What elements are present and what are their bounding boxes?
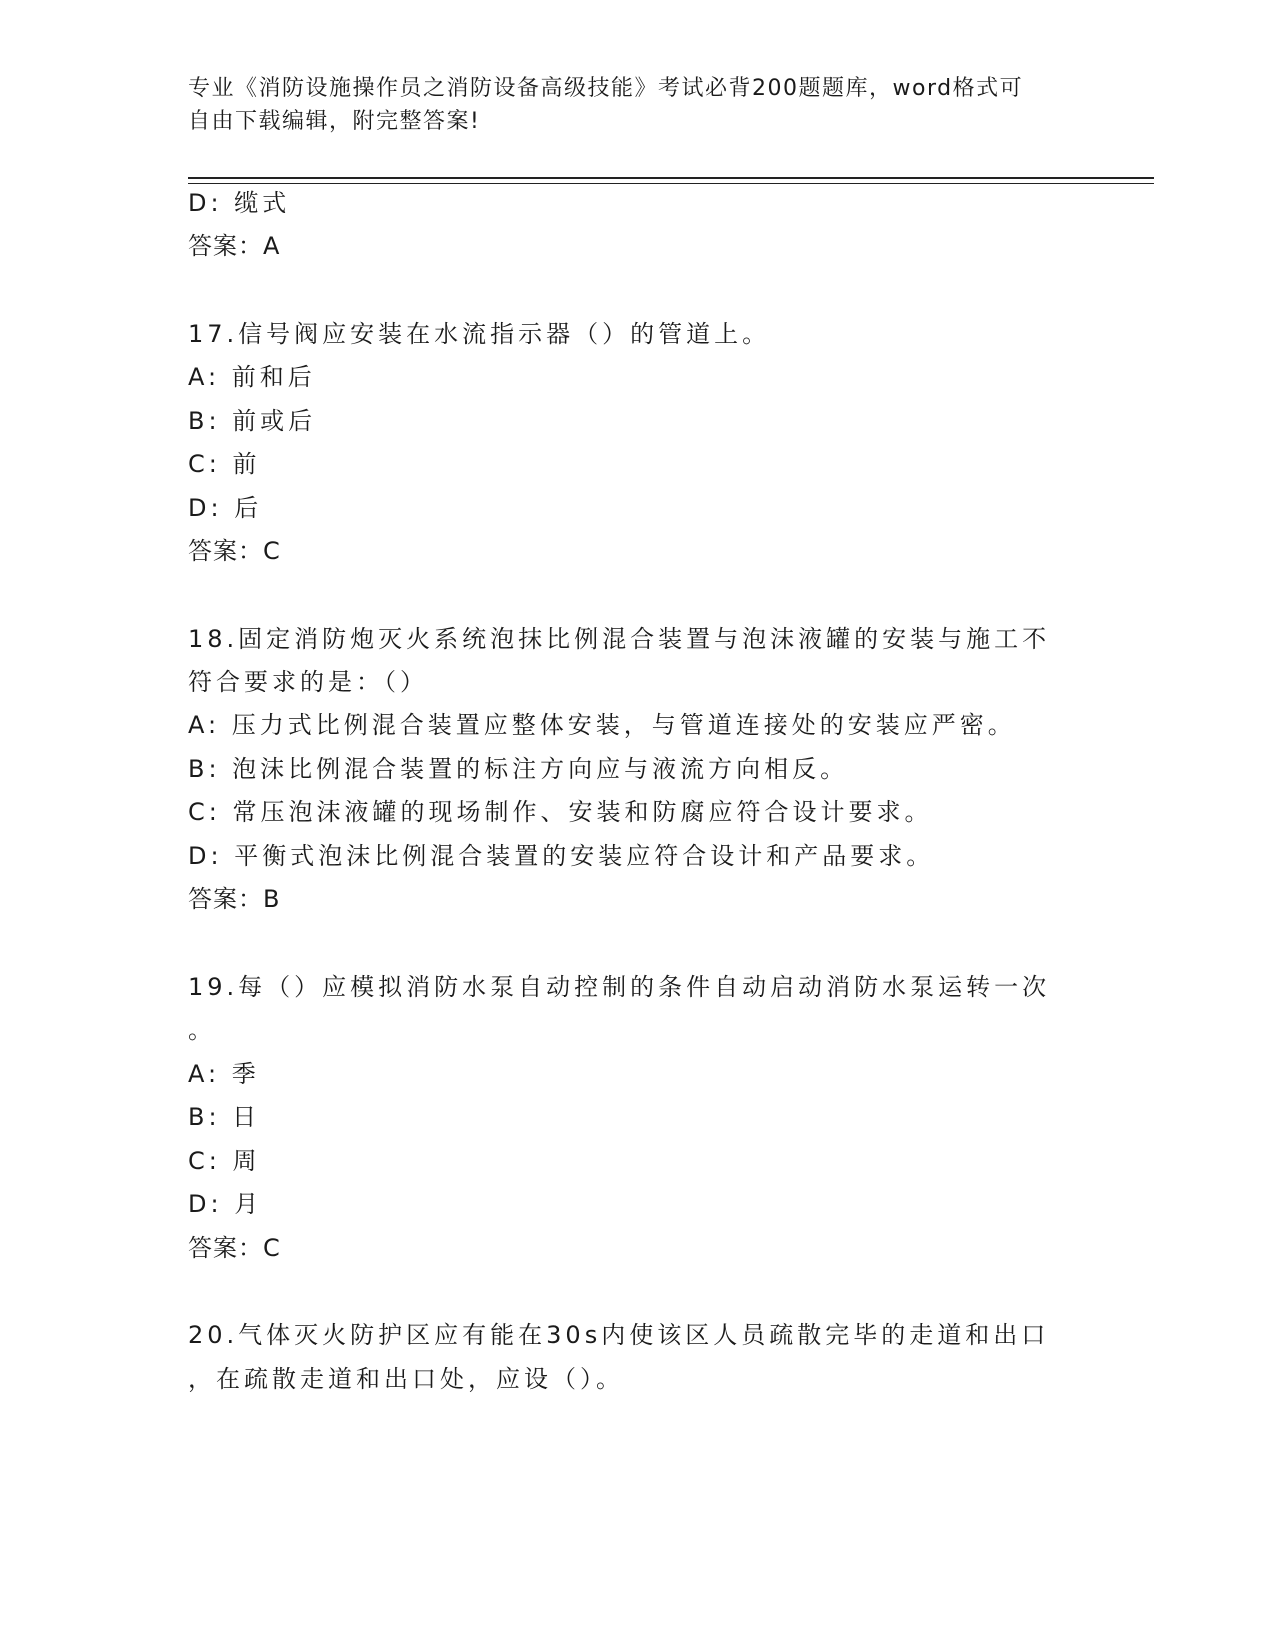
q18-option-a: A: 压力式比例混合装置应整体安装，与管道连接处的安装应严密。 [188, 711, 1016, 739]
q17-option-d: D: 后 [188, 494, 263, 522]
q19-stem-line-1: 19.每（）应模拟消防水泵自动控制的条件自动启动消防水泵运转一次 [188, 973, 1051, 1001]
header-divider-thick [188, 177, 1154, 179]
header-line-1: 专业《消防设施操作员之消防设备高级技能》考试必背200题题库，word格式可 [188, 76, 1024, 101]
q19-stem-line-2: 。 [188, 1016, 216, 1044]
q16-option-d: D: 缆式 [188, 189, 291, 217]
q16-answer: 答案：A [188, 232, 281, 260]
q19-option-d: D: 月 [188, 1190, 263, 1218]
q19-answer: 答案：C [188, 1234, 281, 1262]
q18-stem-line-1: 18.固定消防炮灭火系统泡抹比例混合装置与泡沫液罐的安装与施工不 [188, 625, 1051, 653]
q20-stem-line-1: 20.气体灭火防护区应有能在30s内使该区人员疏散完毕的走道和出口 [188, 1321, 1050, 1349]
header-line-2: 自由下载编辑，附完整答案! [188, 109, 481, 134]
q18-option-c: C: 常压泡沫液罐的现场制作、安装和防腐应符合设计要求。 [188, 798, 933, 826]
q18-option-b: B: 泡沫比例混合装置的标注方向应与液流方向相反。 [188, 755, 849, 783]
q19-option-c: C: 周 [188, 1147, 261, 1175]
header-divider-thin [188, 183, 1154, 184]
q18-stem-line-2: 符合要求的是：（） [188, 668, 428, 696]
q17-option-b: B: 前或后 [188, 407, 317, 435]
q17-stem: 17.信号阀应安装在水流指示器（）的管道上。 [188, 320, 771, 348]
q17-option-c: C: 前 [188, 450, 261, 478]
q19-option-a: A: 季 [188, 1060, 260, 1088]
q18-answer: 答案：B [188, 885, 281, 913]
q17-option-a: A: 前和后 [188, 363, 316, 391]
q19-option-b: B: 日 [188, 1103, 261, 1131]
document-header [188, 72, 1088, 138]
q20-stem-line-2: ，在疏散走道和出口处，应设（）。 [188, 1365, 624, 1393]
q17-answer: 答案：C [188, 537, 281, 565]
q18-option-d: D: 平衡式泡沫比例混合装置的安装应符合设计和产品要求。 [188, 842, 935, 870]
